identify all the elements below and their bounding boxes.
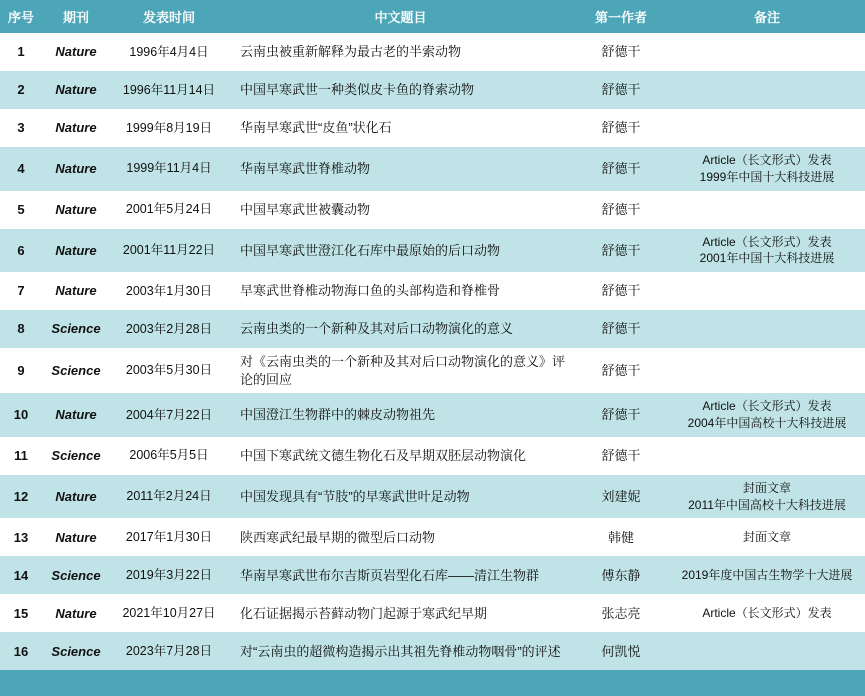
- cell-date: 2001年11月22日: [122, 242, 216, 257]
- cell-date: 1999年11月4日: [126, 161, 212, 176]
- cell-author: 舒德干: [601, 201, 641, 217]
- cell-journal: Nature: [55, 82, 97, 98]
- cell-no: 1: [17, 44, 25, 60]
- cell-note: 封面文章 2011年中国高校十大科技进展: [688, 480, 846, 512]
- cell-author: 舒德干: [601, 161, 641, 177]
- table-row: [0, 632, 865, 670]
- cell-title: 中国下寒武统文德生物化石及早期双胚层动物演化: [240, 448, 527, 464]
- table-row: [0, 272, 865, 310]
- cell-note: 2019年度中国古生物学十大进展: [681, 568, 853, 583]
- cell-title: 云南虫被重新解释为最古老的半索动物: [240, 44, 462, 60]
- cell-note: [669, 33, 865, 71]
- cell-note: [669, 272, 865, 310]
- cell-author: 张志亮: [601, 605, 641, 621]
- cell-title: 陕西寒武纪最早期的微型后口动物: [240, 529, 436, 545]
- table-row: [0, 393, 865, 437]
- cell-title: 化石证据揭示苔藓动物门起源于寒武纪早期: [240, 605, 488, 621]
- cell-journal: Nature: [55, 120, 97, 136]
- cell-date: 2003年1月30日: [125, 283, 213, 298]
- table-header: [0, 0, 865, 33]
- cell-author: 韩健: [607, 529, 634, 545]
- cell-journal: Nature: [55, 201, 97, 217]
- cell-journal: Science: [51, 643, 101, 659]
- cell-no: 5: [17, 201, 25, 217]
- cell-title: 华南早寒武世脊椎动物: [240, 161, 371, 177]
- cell-title: 对《云南虫类的一个新种及其对后口动物演化的意义》评论的回应: [240, 354, 566, 387]
- cell-title: 中国早寒武世澄江化石库中最原始的后口动物: [240, 242, 501, 258]
- cell-journal: Science: [51, 448, 101, 464]
- cell-date: 2023年7月28日: [125, 644, 213, 659]
- table-row: [0, 475, 865, 519]
- table-row: [0, 191, 865, 229]
- table-row: [0, 109, 865, 147]
- cell-date: 2017年1月30日: [125, 530, 213, 545]
- cell-author: 舒德干: [601, 120, 641, 136]
- cell-no: 9: [17, 362, 25, 378]
- table-header-row: [0, 0, 865, 33]
- cell-date: 2019年3月22日: [125, 568, 213, 583]
- table-row: [0, 71, 865, 109]
- cell-journal: Science: [51, 321, 101, 337]
- cell-date: 1996年4月4日: [129, 44, 209, 59]
- cell-title: 对“云南虫的超微构造揭示出其祖先脊椎动物咽骨”的评述: [240, 643, 561, 659]
- cell-note: [669, 310, 865, 348]
- cell-date: 2003年2月28日: [125, 321, 213, 336]
- cell-date: 2004年7月22日: [125, 407, 213, 422]
- cell-author: 舒德干: [601, 321, 641, 337]
- cell-journal: Nature: [55, 161, 97, 177]
- cell-note: [669, 437, 865, 475]
- cell-journal: Nature: [55, 488, 97, 504]
- cell-author: 何凯悦: [601, 643, 641, 659]
- cell-journal: Nature: [55, 44, 97, 60]
- table-row: [0, 310, 865, 348]
- cell-title: 中国澄江生物群中的棘皮动物祖先: [240, 407, 436, 423]
- table-body: [0, 33, 865, 670]
- cell-author: 舒德干: [601, 283, 641, 299]
- cell-author: 舒德干: [601, 82, 641, 98]
- table-row: [0, 556, 865, 594]
- cell-no: 7: [17, 283, 25, 299]
- cell-author: 舒德干: [601, 448, 641, 464]
- cell-journal: Nature: [55, 283, 97, 299]
- table-row: [0, 147, 865, 191]
- cell-journal: Science: [51, 567, 101, 583]
- cell-note: Article（长文形式）发表: [702, 606, 832, 621]
- cell-no: 10: [13, 407, 29, 423]
- table-row: [0, 594, 865, 632]
- cell-journal: Nature: [55, 407, 97, 423]
- cell-title: 华南早寒武世“皮鱼”状化石: [240, 120, 392, 136]
- cell-title: 中国早寒武世被囊动物: [240, 201, 371, 217]
- cell-no: 14: [13, 567, 29, 583]
- cell-no: 15: [13, 605, 29, 621]
- cell-note: [669, 71, 865, 109]
- cell-no: 4: [17, 161, 25, 177]
- cell-note: [669, 109, 865, 147]
- cell-journal: Nature: [55, 242, 97, 258]
- cell-author: 舒德干: [601, 362, 641, 378]
- cell-title: 中国早寒武世一种类似皮卡鱼的脊索动物: [240, 82, 475, 98]
- column-header-author: 第一作者: [594, 10, 647, 25]
- table-row: [0, 33, 865, 71]
- column-header-note: 备注: [753, 10, 780, 25]
- cell-note: [669, 348, 865, 393]
- cell-note: Article（长文形式）发表 2001年中国十大科技进展: [699, 234, 835, 266]
- cell-journal: Nature: [55, 605, 97, 621]
- cell-date: 2001年5月24日: [125, 202, 213, 217]
- cell-date: 2021年10月27日: [122, 606, 216, 621]
- cell-title: 中国发现具有“节肢”的早寒武世叶足动物: [240, 488, 470, 504]
- cell-author: 刘建妮: [601, 488, 641, 504]
- table-footer-bar: [0, 670, 865, 696]
- cell-journal: Nature: [55, 529, 97, 545]
- cell-note: [669, 632, 865, 670]
- cell-author: 舒德干: [601, 407, 641, 423]
- cell-no: 8: [17, 321, 25, 337]
- cell-author: 傅东静: [601, 567, 641, 583]
- cell-no: 3: [17, 120, 25, 136]
- table-row: [0, 348, 865, 393]
- cell-no: 16: [13, 643, 29, 659]
- column-header-title: 中文题目: [374, 10, 427, 25]
- cell-note: 封面文章: [742, 530, 791, 545]
- cell-author: 舒德干: [601, 44, 641, 60]
- cell-no: 6: [17, 242, 25, 258]
- column-header-no: 序号: [7, 10, 34, 25]
- table-row: [0, 437, 865, 475]
- cell-title: 早寒武世脊椎动物海口鱼的头部构造和脊椎骨: [240, 283, 501, 299]
- column-header-date: 发表时间: [142, 10, 195, 25]
- cell-date: 2011年2月24日: [126, 489, 212, 504]
- cell-no: 11: [14, 448, 28, 464]
- cell-author: 舒德干: [601, 242, 641, 258]
- cell-no: 13: [13, 529, 29, 545]
- cell-note: [669, 191, 865, 229]
- cell-date: 1999年8月19日: [125, 120, 213, 135]
- cell-date: 2006年5月5日: [129, 448, 209, 463]
- cell-note: Article（长文形式）发表 1999年中国十大科技进展: [699, 153, 835, 184]
- cell-no: 2: [17, 82, 25, 98]
- cell-title: 华南早寒武世布尔吉斯页岩型化石库——清江生物群: [240, 567, 540, 583]
- column-header-journal: 期刊: [62, 10, 89, 25]
- cell-date: 1996年11月14日: [122, 82, 216, 97]
- table-row: [0, 229, 865, 273]
- cell-note: Article（长文形式）发表 2004年中国高校十大科技进展: [687, 399, 847, 431]
- cell-journal: Science: [51, 362, 101, 378]
- table-row: [0, 518, 865, 556]
- cell-no: 12: [13, 488, 29, 504]
- cell-date: 2003年5月30日: [125, 363, 213, 378]
- cell-title: 云南虫类的一个新种及其对后口动物演化的意义: [240, 321, 514, 337]
